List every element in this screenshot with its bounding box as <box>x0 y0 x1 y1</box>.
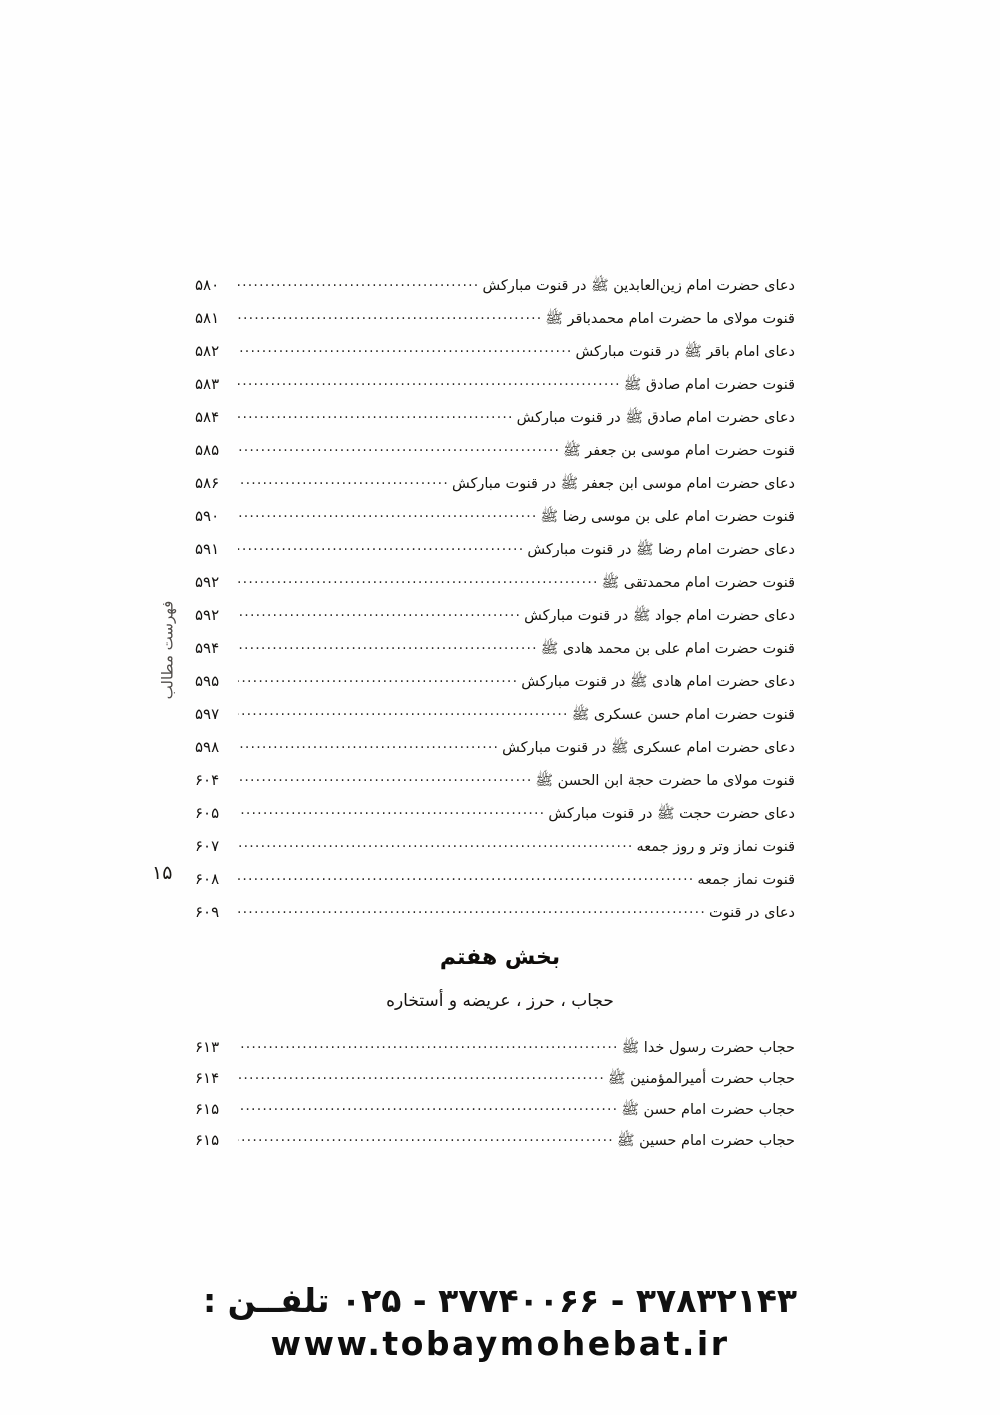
toc-entry-title: دعای حضرت امام رضا ﷺ در قنوت مبارکش <box>527 542 795 558</box>
toc-leader-dots <box>238 340 573 356</box>
section-heading <box>0 944 1000 973</box>
toc-entry-title: قنوت حضرت امام حسن عسکری ﷺ <box>571 707 795 723</box>
toc-entry-page-number: ۵۸۰ <box>195 276 220 294</box>
toc-entry-title: قنوت نماز جمعه <box>697 872 795 888</box>
toc-leader-dots <box>238 835 634 851</box>
toc-entry[interactable] <box>195 373 795 406</box>
toc-entry-page-number: ۵۸۶ <box>195 474 220 492</box>
toc-leader-dots <box>238 406 514 422</box>
toc-leader-dots <box>238 637 538 653</box>
toc-entry-title: دعای حضرت حجت ﷺ در قنوت مبارکش <box>548 806 795 822</box>
footer-website[interactable]: www.tobaymohebat.ir <box>270 1323 730 1363</box>
toc-leader-dots <box>238 736 499 752</box>
toc-entry-title: دعای حضرت امام جواد ﷺ در قنوت مبارکش <box>524 608 795 624</box>
toc-entry[interactable] <box>195 637 795 670</box>
toc-entry[interactable] <box>195 340 795 373</box>
toc-entry-title: حجاب حضرت امام حسین ﷺ <box>616 1133 795 1149</box>
toc-leader-dots <box>238 274 479 290</box>
toc-entry[interactable] <box>195 802 795 835</box>
toc-entry[interactable] <box>195 670 795 703</box>
toc-leader-dots <box>238 901 706 917</box>
toc-leader-dots <box>238 1036 619 1052</box>
toc-entry-page-number: ۵۸۵ <box>195 441 220 459</box>
toc-leader-dots <box>238 571 599 587</box>
toc-entry[interactable] <box>195 538 795 571</box>
toc-leader-dots <box>238 802 545 818</box>
toc-entry[interactable] <box>195 703 795 736</box>
toc-entry-title: قنوت حضرت امام صادق ﷺ <box>623 377 795 393</box>
toc-entry[interactable] <box>195 274 795 307</box>
page-number: ۱۵ <box>152 862 173 884</box>
toc-entry-page-number: ۵۹۷ <box>195 705 220 723</box>
toc-leader-dots <box>238 472 449 488</box>
footer-phone-numbers: ۰۲۵ - ۳۷۷۴۰۰۶۶ - ۳۷۸۳۲۱۴۳ <box>341 1281 798 1320</box>
toc-entry-title: قنوت حضرت امام علی بن محمد هادی ﷺ <box>540 641 795 657</box>
footer-phone-line <box>0 1282 1000 1320</box>
toc-entry-page-number: ۵۹۲ <box>195 573 220 591</box>
toc-entry-page-number: ۶۰۹ <box>195 903 220 921</box>
toc-entry[interactable] <box>195 472 795 505</box>
toc-leader-dots <box>238 670 518 686</box>
section-subtitle: حجاب ، حرز ، عریضه و أستخاره <box>386 991 614 1011</box>
toc-entry-title: دعای حضرت امام عسکری ﷺ در قنوت مبارکش <box>502 740 795 756</box>
toc-entry-page-number: ۵۹۰ <box>195 507 220 525</box>
toc-leader-dots <box>238 505 538 521</box>
toc-entry-title: دعای حضرت امام هادی ﷺ در قنوت مبارکش <box>521 674 795 690</box>
toc-entry-title: حجاب حضرت امام حسن ﷺ <box>621 1102 795 1118</box>
toc-entry[interactable] <box>195 736 795 769</box>
toc-leader-dots <box>238 1067 605 1083</box>
toc-entry[interactable] <box>195 439 795 472</box>
toc-leader-dots <box>238 868 694 884</box>
toc-entry[interactable] <box>195 1098 795 1129</box>
toc-entry-page-number: ۵۹۱ <box>195 540 220 558</box>
toc-entry-page-number: ۵۹۵ <box>195 672 220 690</box>
toc-entry-title: قنوت مولای ما حضرت حجة ابن الحسن ﷺ <box>535 773 795 789</box>
toc-entry[interactable] <box>195 505 795 538</box>
toc-entry-title: دعای حضرت امام موسی ابن جعفر ﷺ در قنوت مبارکش <box>451 476 795 492</box>
section-title: بخش هفتم <box>439 945 561 970</box>
toc-entry-title: حجاب حضرت رسول خدا ﷺ <box>621 1040 795 1056</box>
toc-entry-title: دعای در قنوت <box>708 905 795 921</box>
toc-entry[interactable] <box>195 1129 795 1160</box>
toc-entry-page-number: ۵۸۳ <box>195 375 220 393</box>
toc-leader-dots <box>238 703 569 719</box>
toc-entry-page-number: ۶۱۵ <box>195 1131 220 1149</box>
page-footer <box>0 1282 1000 1363</box>
toc-leader-dots <box>238 373 621 389</box>
toc-entry-page-number: ۵۸۲ <box>195 342 220 360</box>
toc-entry-title: قنوت حضرت امام محمدتقی ﷺ <box>601 575 795 591</box>
toc-entry-page-number: ۵۸۴ <box>195 408 220 426</box>
toc-entry-page-number: ۵۹۲ <box>195 606 220 624</box>
toc-entry-page-number: ۶۰۷ <box>195 837 220 855</box>
toc-entry-page-number: ۵۹۴ <box>195 639 220 657</box>
toc-entry-title: حجاب حضرت أمیرالمؤمنین ﷺ <box>608 1071 795 1087</box>
toc-leader-dots <box>238 439 560 455</box>
toc-entry[interactable] <box>195 571 795 604</box>
toc-entry[interactable] <box>195 1067 795 1098</box>
toc-entry-page-number: ۶۰۴ <box>195 771 220 789</box>
toc-leader-dots <box>238 307 542 323</box>
toc-entry[interactable] <box>195 901 795 934</box>
toc-entry-title: قنوت حضرت امام موسی بن جعفر ﷺ <box>563 443 795 459</box>
toc-entry-title: دعای امام باقر ﷺ در قنوت مبارکش <box>575 344 795 360</box>
toc-entry-title: دعای حضرت امام زین‌العابدین ﷺ در قنوت مبارکش <box>482 278 795 294</box>
toc-entry[interactable] <box>195 835 795 868</box>
toc-entry-page-number: ۶۱۵ <box>195 1100 220 1118</box>
toc-leader-dots <box>238 769 533 785</box>
toc-entry[interactable] <box>195 406 795 439</box>
toc-entry-page-number: ۶۱۳ <box>195 1038 220 1056</box>
margin-caption-text: فهرست مطالب <box>157 600 176 700</box>
toc-entry[interactable] <box>195 1036 795 1067</box>
toc-entry[interactable] <box>195 604 795 637</box>
toc-entry-page-number: ۶۰۸ <box>195 870 220 888</box>
toc-entry-page-number: ۶۱۴ <box>195 1069 220 1087</box>
toc-leader-dots <box>238 604 521 620</box>
toc-entry-title: قنوت نماز وتر و روز جمعه <box>636 839 795 855</box>
toc-list-part-a <box>195 274 795 934</box>
toc-entry[interactable] <box>195 307 795 340</box>
toc-leader-dots <box>238 538 524 554</box>
toc-entry-page-number: ۶۰۵ <box>195 804 220 822</box>
toc-entry[interactable] <box>195 769 795 802</box>
toc-entry[interactable] <box>195 868 795 901</box>
toc-entry-title: دعای حضرت امام صادق ﷺ در قنوت مبارکش <box>516 410 795 426</box>
toc-entry-page-number: ۵۹۸ <box>195 738 220 756</box>
footer-phone-label: تلفــن : <box>202 1281 330 1320</box>
toc-entry-page-number: ۵۸۱ <box>195 309 220 327</box>
toc-list-part-b <box>195 1036 795 1160</box>
toc-leader-dots <box>238 1098 618 1114</box>
toc-entry-title: قنوت مولای ما حضرت امام محمدباقر ﷺ <box>545 311 795 327</box>
margin-caption <box>138 575 196 725</box>
toc-leader-dots <box>238 1129 614 1145</box>
toc-entry-title: قنوت حضرت امام علی بن موسی رضا ﷺ <box>540 509 795 525</box>
